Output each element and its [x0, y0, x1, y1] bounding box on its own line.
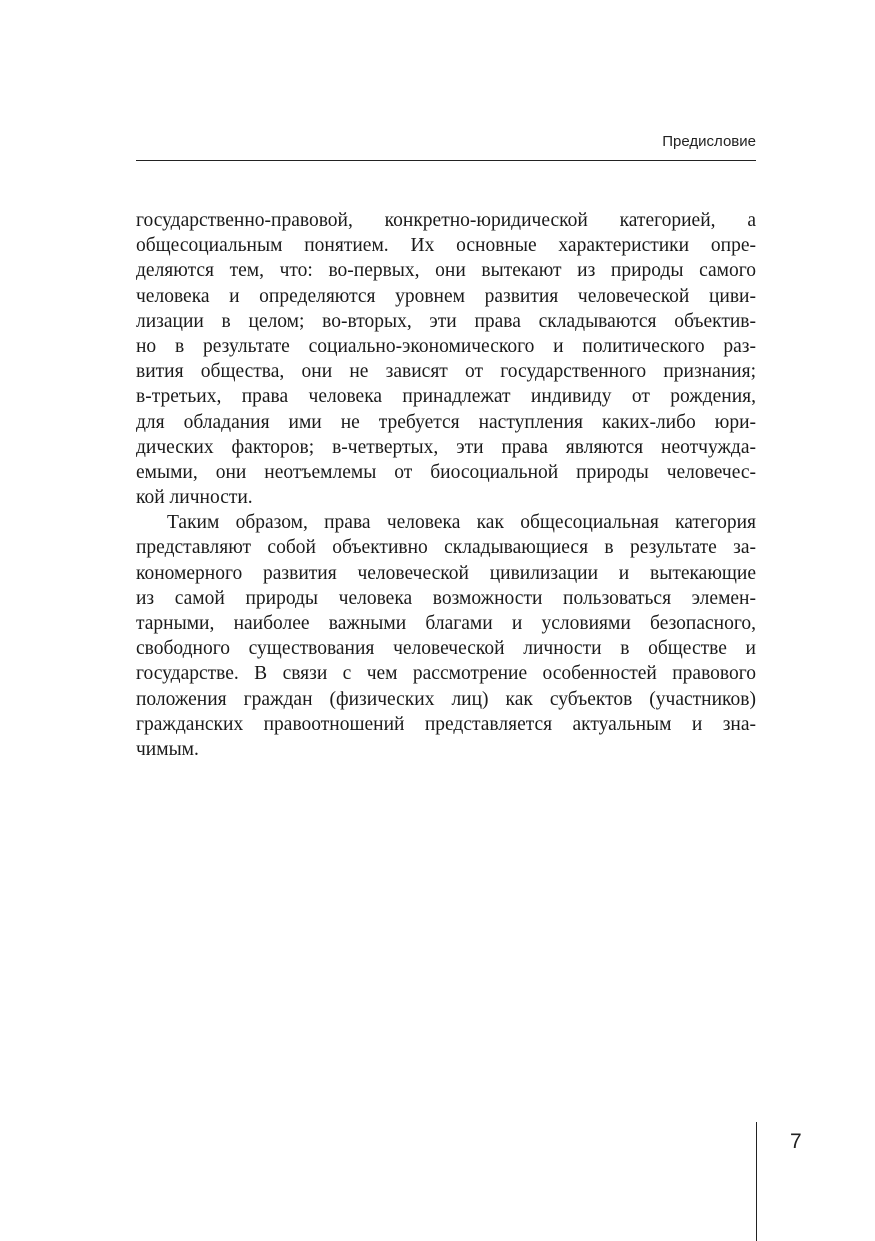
- text-line: кой личности.: [136, 487, 253, 509]
- text-line: человека и определяются уровнем развития человеческой циви-: [136, 285, 756, 307]
- text-line: для обладания ими не требуется наступления каких-либо юри-: [136, 411, 756, 433]
- text-line: гражданских правоотношений представляется актуальным и зна-: [136, 713, 756, 735]
- text-line: дических факторов; в-четвертых, эти права являются неотчужда-: [136, 436, 756, 458]
- text-line: деляются тем, что: во-первых, они вытекают из природы самого: [136, 260, 756, 282]
- text-line: общесоциальным понятием. Их основные характеристики опре-: [136, 235, 756, 257]
- text-line: положения граждан (физических лиц) как субъектов (участников): [136, 688, 756, 710]
- text-line: государстве. В связи с чем рассмотрение особенностей правового: [136, 663, 756, 685]
- text-line: емыми, они неотъемлемы от биосоциальной природы человечес-: [136, 461, 756, 483]
- paragraph-2: [136, 510, 756, 762]
- text-line: лизации в целом; во-вторых, эти права складываются объектив-: [136, 310, 756, 332]
- text-line: кономерного развития человеческой цивилизации и вытекающие: [136, 562, 756, 584]
- text-line: государственно-правовой, конкретно-юридической категорией, а: [136, 210, 756, 231]
- text-line: но в результате социально-экономического и политического раз-: [136, 335, 756, 357]
- page-number-rule: [756, 1122, 757, 1241]
- body-text: [136, 208, 756, 762]
- page-number: 7: [790, 1130, 802, 1153]
- text-line: Таким образом, права человека как общесоциальная категория: [167, 512, 756, 534]
- text-line: из самой природы человека возможности пользоваться элемен-: [136, 587, 756, 609]
- text-line: свободного существования человеческой личности в обществе и: [136, 638, 756, 660]
- header-rule: [136, 160, 756, 161]
- text-line: тарными, наиболее важными благами и условиями безопасного,: [136, 613, 756, 634]
- text-line: чимым.: [136, 738, 199, 760]
- running-head-title: Предисловие: [662, 133, 756, 150]
- text-line: вития общества, они не зависят от государственного признания;: [136, 361, 756, 383]
- paragraph-1: [136, 208, 756, 510]
- text-line: представляют собой объективно складывающиеся в результате за-: [136, 537, 756, 559]
- text-line: в-третьих, права человека принадлежат индивиду от рождения,: [136, 386, 756, 408]
